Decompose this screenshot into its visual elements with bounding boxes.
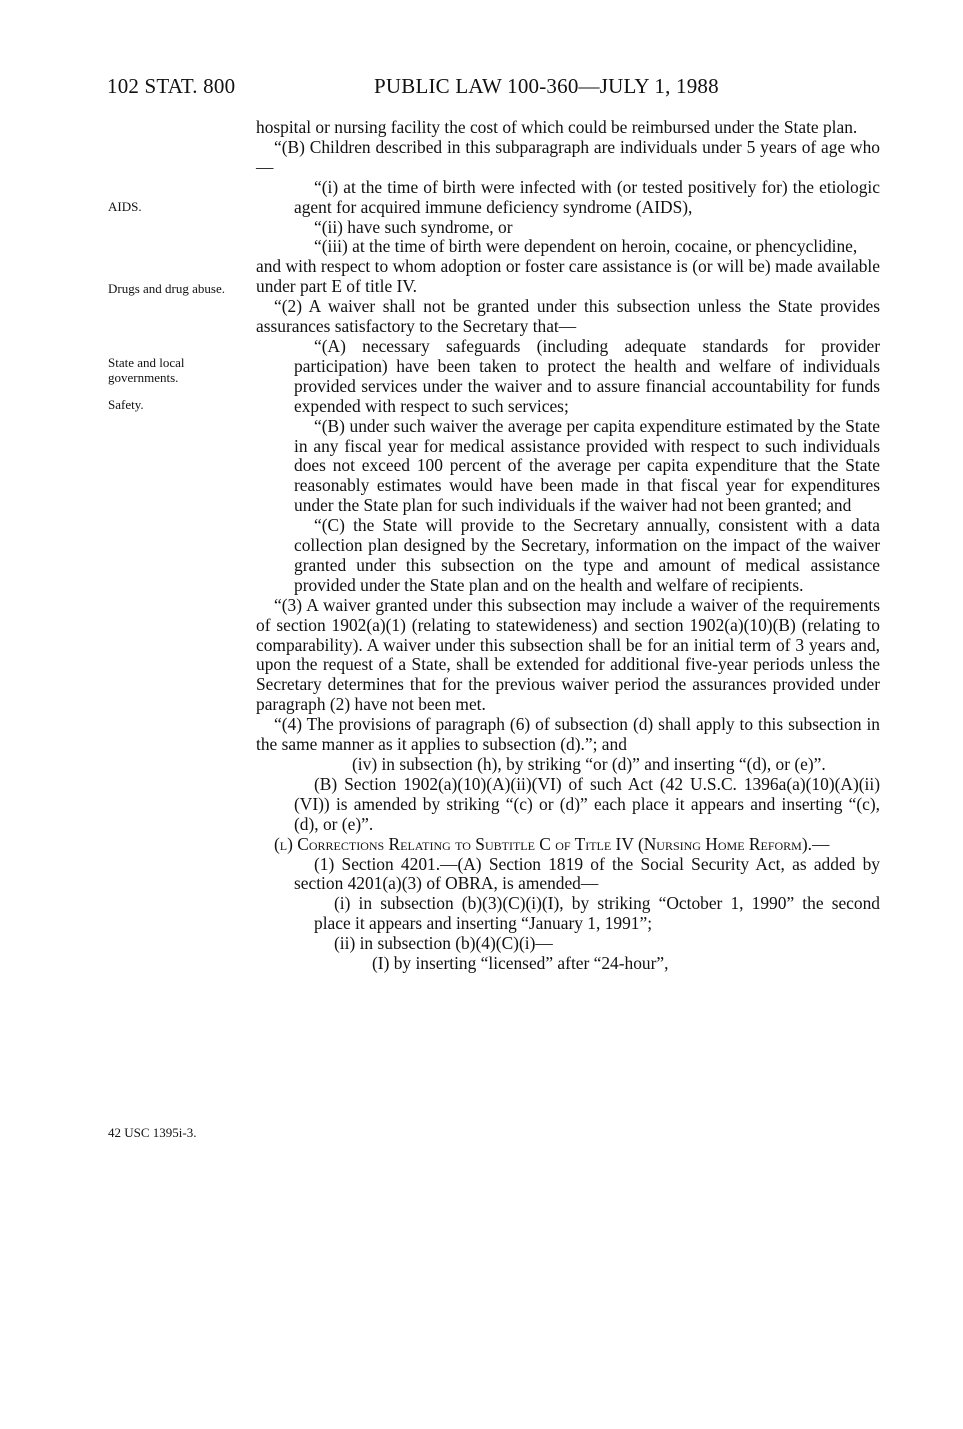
paragraph: “(3) A waiver granted under this subsection may include a waiver of the requirements of section 1902(a)(1) (relating to statewideness) and section 1902(a)(10)(B) (relating to comparability). A waiver under this subsection shall be for an initial term of 3 years and, upon the request of a State, shall be extended for additional five-year periods unless the Secretary determines that for the previous waiver period the assurances provided under paragraph (2) have not been met.	[256, 594, 880, 715]
margin-note-drugs: Drugs and drug abuse.	[108, 281, 225, 296]
statute-body	[256, 118, 880, 974]
law-title: PUBLIC LAW 100-360—JULY 1, 1988	[374, 74, 719, 98]
paragraph: “(i) at the time of birth were infected with (or tested positively for) the etiologic agent for acquired immune deficiency syndrome (AIDS),	[294, 176, 880, 217]
margin-note-state-local: State and local governments.	[108, 355, 185, 385]
margin-note-safety: Safety.	[108, 397, 144, 412]
page-header	[0, 74, 963, 102]
paragraph: (1) Section 4201.—(A) Section 1819 of the Social Security Act, as added by section 4201(a)(3) of OBRA, is amended—	[294, 853, 880, 894]
paragraph: “(C) the State will provide to the Secretary annually, consistent with a data collection plan designed by the Secretary, information on the impact of the waiver granted under this subsection on the type and amount of medical assistance provided under the State plan and on the health and welfare of recipients.	[294, 515, 880, 595]
paragraph: (iv) in subsection (h), by striking “or (d)” and inserting “(d), or (e)”.	[352, 754, 826, 774]
paragraph: “(B) under such waiver the average per capita expenditure estimated by the State in any fiscal year for medical assistance provided with respect to such individuals does not exceed 100 percent of the average per capita expenditure that the State reasonably estimates would have been made in that fiscal year for expenditures under the State plan for such individuals if the waiver had not been granted; and	[294, 415, 880, 516]
page-reference: 102 STAT. 800	[107, 74, 236, 98]
margin-note-usc: 42 USC 1395i-3.	[108, 1125, 197, 1140]
paragraph: (B) Section 1902(a)(10)(A)(ii)(VI) of such Act (42 U.S.C. 1396a(a)(10)(A)(ii)(VI)) is amended by striking “(c) or (d)” each place it appears and inserting “(c), (d), or (e)”.	[294, 773, 880, 834]
paragraph: “(iii) at the time of birth were dependent on heroin, cocaine, or phencyclidine,	[314, 236, 858, 257]
paragraph: and with respect to whom adoption or foster care assistance is (or will be) made available under part E of title IV.	[256, 256, 880, 297]
paragraph: (i) in subsection (b)(3)(C)(i)(I), by striking “October 1, 1990” the second place it appears and inserting “January 1, 1991”;	[314, 893, 880, 934]
paragraph: (I) by inserting “licensed” after “24-hour”,	[372, 953, 669, 974]
paragraph: “(ii) have such syndrome, or	[314, 216, 513, 237]
paragraph: hospital or nursing facility the cost of which could be reimbursed under the State plan.	[256, 117, 858, 137]
section-heading: (l) Corrections Relating to Subtitle C of Title IV (Nursing Home Reform).—	[274, 833, 830, 854]
paragraph: “(2) A waiver shall not be granted under this subsection unless the State provides assurances satisfactory to the Secretary that—	[256, 296, 880, 337]
margin-note-aids: AIDS.	[108, 199, 142, 214]
paragraph: “(A) necessary safeguards (including adequate standards for provider participation) have been taken to protect the health and welfare of individuals provided services under the waiver and to assure financial accountability for funds expended with respect to such services;	[294, 335, 880, 416]
paragraph: (ii) in subsection (b)(4)(C)(i)—	[334, 933, 553, 954]
paragraph: “(4) The provisions of paragraph (6) of subsection (d) shall apply to this subsection in the same manner as it applies to subsection (d).”; and	[256, 714, 880, 755]
paragraph: “(B) Children described in this subparagraph are individuals under 5 years of age who—	[256, 136, 880, 177]
